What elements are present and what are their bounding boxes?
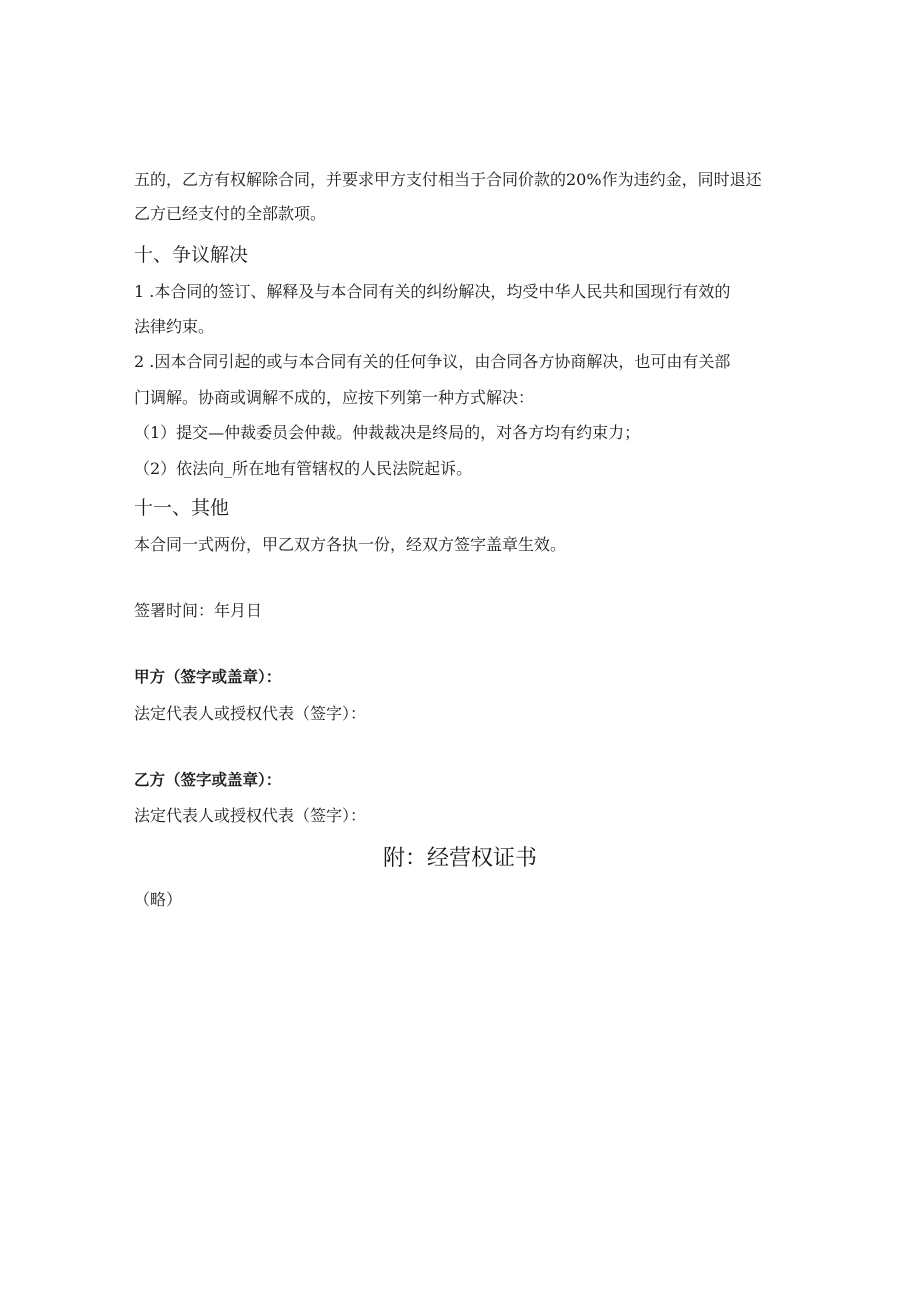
appendix-title: 附：经营权证书 [382,846,537,871]
section-10-heading: 十、争议解决 [134,244,249,266]
section-10-item-2-line-2: 门调解。协商或调解不成的，应按下列第一种方式解决： [134,388,535,407]
continuation-line-2: 乙方已经支付的全部款项。 [134,204,327,223]
party-b-representative: 法定代表人或授权代表（签字）： [134,806,367,825]
continuation-line-1: 五的，乙方有权解除合同，并要求甲方支付相当于合同价款的20%作为违约金，同时退还 [134,170,762,189]
section-11-body: 本合同一式两份，甲乙双方各执一份，经双方签字盖章生效。 [134,535,567,554]
signing-time: 签署时间：年月日 [134,601,263,620]
section-10-option-2: （2）依法向_所在地有管辖权的人民法院起诉。 [134,459,473,478]
section-10-option-1: （1）提交—仲裁委员会仲裁。仲裁裁决是终局的，对各方均有约束力； [134,423,641,442]
section-10-item-1-line-2: 法律约束。 [134,317,215,336]
party-b-label: 乙方（签字或盖章）： [134,771,282,789]
party-a-representative: 法定代表人或授权代表（签字）： [134,704,367,723]
party-a-label: 甲方（签字或盖章）： [134,668,282,686]
appendix-note: （略） [134,890,183,909]
section-11-heading: 十一、其他 [134,497,230,519]
section-10-item-2-line-1: 2 .因本合同引起的或与本合同有关的任何争议，由合同各方协商解决，也可由有关部 [134,352,731,371]
section-10-item-1-line-1: 1 .本合同的签订、解释及与本合同有关的纠纷解决，均受中华人民共和国现行有效的 [134,282,731,301]
